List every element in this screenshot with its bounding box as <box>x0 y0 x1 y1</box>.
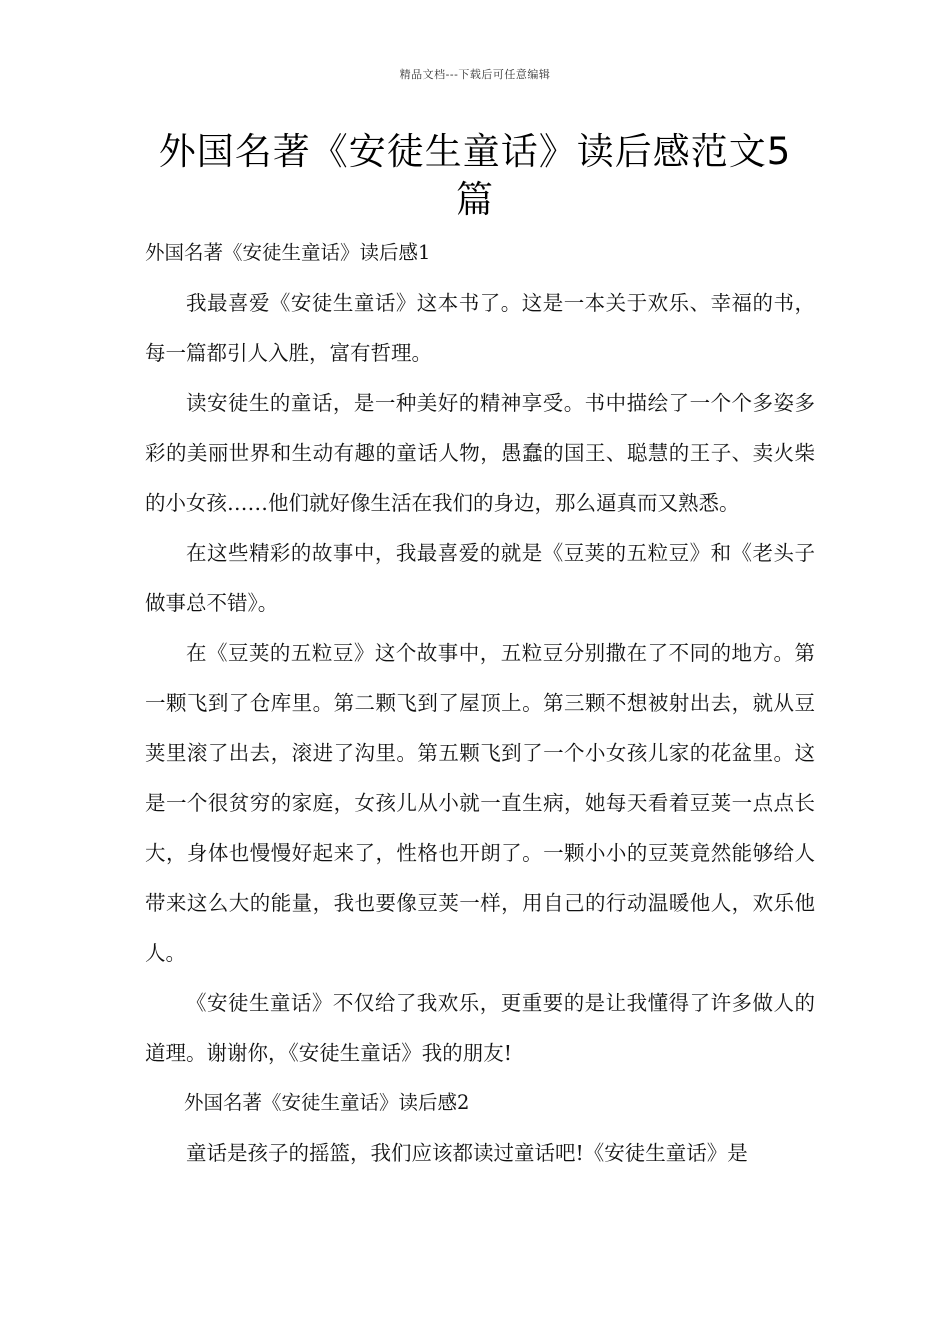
page-title: 外国名著《安徒生童话》读后感范文5篇 <box>158 130 792 221</box>
header-note: 精品文档---下载后可任意编辑 <box>399 68 551 81</box>
paragraph-3: 在这些精彩的故事中，我最喜爱的就是《豆荚的五粒豆》和《老头子做事总不错》。 <box>145 541 815 615</box>
paragraph-4: 在《豆荚的五粒豆》这个故事中，五粒豆分别撒在了不同的地方。第一颗飞到了仓库里。第二颗飞到了屋顶上。第三颗不想被射出去，就从豆荚里滚了出去，滚进了沟里。第五颗飞到了一个小女孩儿家的花盆里。这是一个很贫穷的家庭，女孩儿从小就一直生病，她每天看着豆荚一点点长大，身体也慢慢好起来了，性格也开朗了。一颗小小的豆荚竟然能够给人带来这么大的能量，我也要像豆荚一样，用自己的行动温暖他人，欢乐他人。 <box>145 641 815 965</box>
section-heading-1: 外国名著《安徒生童话》读后感1 <box>145 241 431 264</box>
paragraph-5: 《安徒生童话》不仅给了我欢乐，更重要的是让我懂得了许多做人的道理。谢谢你，《安徒生童话》我的朋友! <box>145 991 815 1065</box>
section-heading-2: 外国名著《安徒生童话》读后感2 <box>184 1091 470 1114</box>
paragraph-2: 读安徒生的童话，是一种美好的精神享受。书中描绘了一个个多姿多彩的美丽世界和生动有趣的童话人物，愚蠢的国王、聪慧的王子、卖火柴的小女孩……他们就好像生活在我们的身边，那么逼真而又熟悉。 <box>145 391 815 515</box>
document-body <box>145 228 815 1178</box>
paragraph-6: 童话是孩子的摇篮，我们应该都读过童话吧!《安徒生童话》是 <box>186 1141 748 1165</box>
paragraph-1: 我最喜爱《安徒生童话》这本书了。这是一本关于欢乐、幸福的书，每一篇都引人入胜，富有哲理。 <box>145 291 815 365</box>
